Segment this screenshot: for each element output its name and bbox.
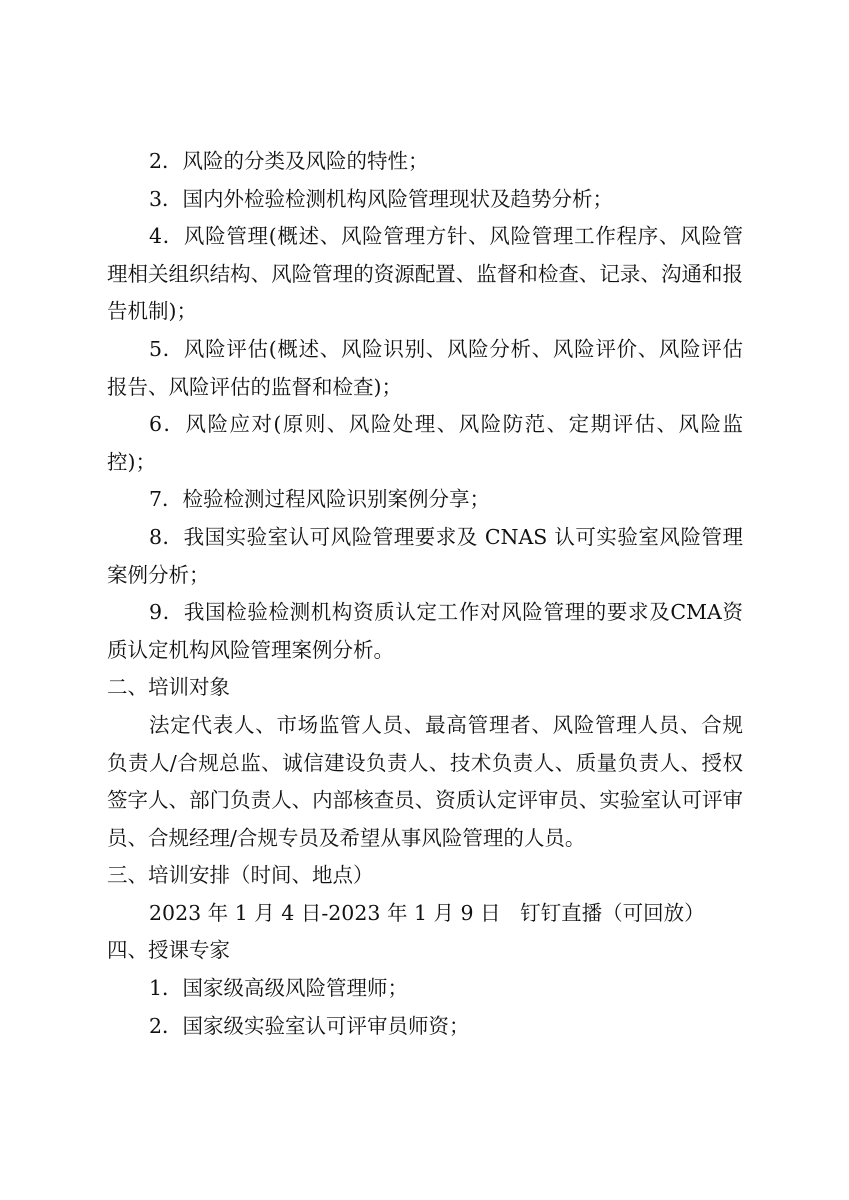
document-body bbox=[107, 143, 743, 1045]
list-item-6: 6．风险应对(原则、风险处理、风险防范、定期评估、风险监控)； bbox=[107, 412, 743, 474]
list-item-3: 3．国内外检验检测机构风险管理现状及趋势分析； bbox=[149, 186, 614, 211]
list-item-9: 9．我国检验检测机构资质认定工作对风险管理的要求及CMA资质认定机构风险管理案例分析。 bbox=[107, 600, 743, 662]
list-item-2: 2．风险的分类及风险的特性； bbox=[149, 149, 429, 173]
section-body-trainees: 法定代表人、市场监管人员、最高管理者、风险管理人员、合规负责人/合规总监、诚信建设负责人、技术负责人、质量负责人、授权签字人、部门负责人、内部核查员、资质认定评审员、实验室认可评审员、合规经理/合规专员及希望从事风险管理的人员。 bbox=[107, 712, 743, 850]
list-item-8: 8．我国实验室认可风险管理要求及 CNAS 认可实验室风险管理案例分析； bbox=[107, 524, 743, 587]
section-heading-trainees: 二、培训对象 bbox=[107, 675, 230, 700]
expert-item-1: 1．国家级高级风险管理师； bbox=[149, 976, 409, 1001]
list-item-5: 5．风险评估(概述、风险识别、风险分析、风险评价、风险评估报告、风险评估的监督和检查)； bbox=[107, 336, 743, 399]
list-item-4: 4．风险管理(概述、风险管理方针、风险管理工作程序、风险管理相关组织结构、风险管理的资源配置、监督和检查、记录、沟通和报告机制)； bbox=[107, 224, 743, 324]
section-body-schedule: 2023 年 1 月 4 日-2023 年 1 月 9 日 钉钉直播（可回放） bbox=[149, 900, 705, 925]
list-item-7: 7．检验检测过程风险识别案例分享； bbox=[149, 487, 491, 512]
expert-item-2: 2．国家级实验室认可评审员师资； bbox=[149, 1013, 470, 1038]
section-heading-schedule: 三、培训安排（时间、地点） bbox=[107, 863, 374, 888]
section-heading-experts: 四、授课专家 bbox=[107, 938, 230, 963]
